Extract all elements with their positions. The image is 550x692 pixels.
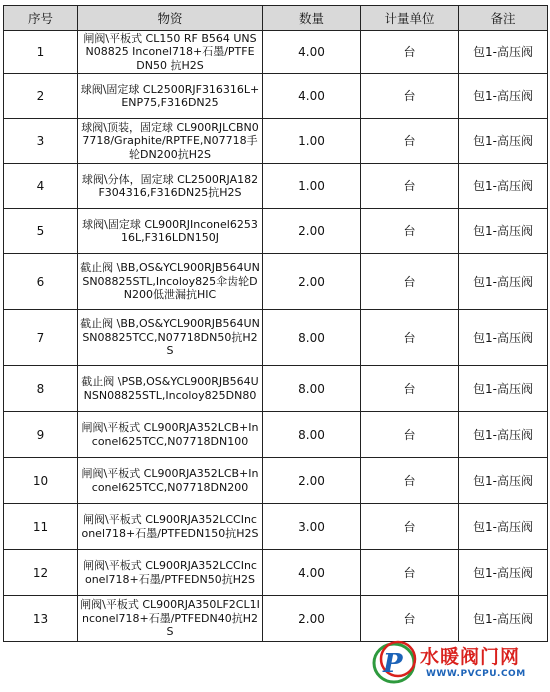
row-material-description: 闸阀\平板式 CL900RJA350LF2CL1Inconel718+石墨/PTFEDN40抗H2S bbox=[78, 596, 263, 642]
row-material-description: 闸阀\平板式 CL900RJA352LCCInconel718+石墨/PTFEDN150抗H2S bbox=[78, 504, 263, 550]
logo-letter: P bbox=[383, 649, 403, 679]
table-row bbox=[4, 119, 548, 164]
row-material-description: 闸阀\平板式 CL900RJA352LCCInconel718+石墨/PTFEDN50抗H2S bbox=[78, 550, 263, 596]
row-serial-number: 2 bbox=[4, 74, 78, 119]
row-unit: 台 bbox=[361, 550, 459, 596]
row-remarks: 包1-高压阀 bbox=[459, 458, 548, 504]
row-material-description: 截止阀 \BB,OS&YCL900RJB564UNSN08825TCC,N07718DN50抗H2S bbox=[78, 310, 263, 366]
row-serial-number: 10 bbox=[4, 458, 78, 504]
table-row bbox=[4, 412, 548, 458]
row-quantity: 2.00 bbox=[263, 209, 361, 254]
row-quantity: 8.00 bbox=[263, 310, 361, 366]
row-serial-number: 13 bbox=[4, 596, 78, 642]
row-remarks: 包1-高压阀 bbox=[459, 74, 548, 119]
row-quantity: 8.00 bbox=[263, 366, 361, 412]
row-unit: 台 bbox=[361, 504, 459, 550]
table-row bbox=[4, 458, 548, 504]
row-material-description: 闸阀\平板式 CL150 RF B564 UNS N08825 Inconel718+石墨/PTFE DN50 抗H2S bbox=[78, 31, 263, 74]
table-row bbox=[4, 550, 548, 596]
row-material-description: 球阀\固定球 CL900RJInconel625316L,F316LDN150J bbox=[78, 209, 263, 254]
row-material-description: 球阀\固定球 CL2500RJF316316L+ENP75,F316DN25 bbox=[78, 74, 263, 119]
watermark-site-name: 水暖阀门网 bbox=[420, 646, 521, 668]
row-quantity: 2.00 bbox=[263, 596, 361, 642]
row-quantity: 4.00 bbox=[263, 74, 361, 119]
row-remarks: 包1-高压阀 bbox=[459, 596, 548, 642]
row-remarks: 包1-高压阀 bbox=[459, 366, 548, 412]
row-unit: 台 bbox=[361, 366, 459, 412]
row-serial-number: 4 bbox=[4, 164, 78, 209]
table-row bbox=[4, 596, 548, 642]
table-row bbox=[4, 366, 548, 412]
row-unit: 台 bbox=[361, 209, 459, 254]
row-remarks: 包1-高压阀 bbox=[459, 209, 548, 254]
row-unit: 台 bbox=[361, 310, 459, 366]
row-quantity: 2.00 bbox=[263, 458, 361, 504]
row-quantity: 3.00 bbox=[263, 504, 361, 550]
row-material-description: 闸阀\平板式 CL900RJA352LCB+Inconel625TCC,N07718DN200 bbox=[78, 458, 263, 504]
valve-materials-table bbox=[3, 5, 548, 642]
row-remarks: 包1-高压阀 bbox=[459, 31, 548, 74]
row-serial-number: 1 bbox=[4, 31, 78, 74]
row-quantity: 4.00 bbox=[263, 31, 361, 74]
row-serial-number: 5 bbox=[4, 209, 78, 254]
header-material: 物资 bbox=[78, 6, 263, 31]
site-watermark bbox=[370, 636, 550, 692]
row-quantity: 1.00 bbox=[263, 164, 361, 209]
row-remarks: 包1-高压阀 bbox=[459, 550, 548, 596]
row-unit: 台 bbox=[361, 254, 459, 310]
row-material-description: 闸阀\平板式 CL900RJA352LCB+Inconel625TCC,N07718DN100 bbox=[78, 412, 263, 458]
row-material-description: 截止阀 \BB,OS&YCL900RJB564UNSN08825STL,Incoloy825伞齿轮DN200低泄漏抗HIC bbox=[78, 254, 263, 310]
table-row bbox=[4, 209, 548, 254]
row-serial-number: 3 bbox=[4, 119, 78, 164]
row-serial-number: 6 bbox=[4, 254, 78, 310]
row-quantity: 2.00 bbox=[263, 254, 361, 310]
header-unit: 计量单位 bbox=[361, 6, 459, 31]
row-remarks: 包1-高压阀 bbox=[459, 254, 548, 310]
table-row bbox=[4, 74, 548, 119]
row-unit: 台 bbox=[361, 596, 459, 642]
row-unit: 台 bbox=[361, 164, 459, 209]
table-header-row bbox=[4, 6, 548, 31]
row-unit: 台 bbox=[361, 74, 459, 119]
header-remarks: 备注 bbox=[459, 6, 548, 31]
row-remarks: 包1-高压阀 bbox=[459, 412, 548, 458]
row-unit: 台 bbox=[361, 412, 459, 458]
row-serial-number: 9 bbox=[4, 412, 78, 458]
water-valve-logo-icon bbox=[372, 636, 418, 686]
row-quantity: 4.00 bbox=[263, 550, 361, 596]
table-row bbox=[4, 254, 548, 310]
row-unit: 台 bbox=[361, 31, 459, 74]
row-serial-number: 12 bbox=[4, 550, 78, 596]
row-quantity: 1.00 bbox=[263, 119, 361, 164]
table-row bbox=[4, 164, 548, 209]
table-row bbox=[4, 310, 548, 366]
row-serial-number: 7 bbox=[4, 310, 78, 366]
row-serial-number: 11 bbox=[4, 504, 78, 550]
header-serial-number: 序号 bbox=[4, 6, 78, 31]
row-material-description: 球阀\顶装，固定球 CL900RJLCBN07718/Graphite/RPTFE,N07718手轮DN200抗H2S bbox=[78, 119, 263, 164]
watermark-url: WWW.PVCPU.COM bbox=[426, 669, 526, 679]
table-row bbox=[4, 504, 548, 550]
row-remarks: 包1-高压阀 bbox=[459, 310, 548, 366]
header-quantity: 数量 bbox=[263, 6, 361, 31]
row-remarks: 包1-高压阀 bbox=[459, 164, 548, 209]
row-serial-number: 8 bbox=[4, 366, 78, 412]
row-material-description: 截止阀 \PSB,OS&YCL900RJB564UNSN08825STL,Incoloy825DN80 bbox=[78, 366, 263, 412]
row-remarks: 包1-高压阀 bbox=[459, 504, 548, 550]
row-unit: 台 bbox=[361, 458, 459, 504]
row-remarks: 包1-高压阀 bbox=[459, 119, 548, 164]
table-row bbox=[4, 31, 548, 74]
row-material-description: 球阀\分体，固定球 CL2500RJA182F304316,F316DN25抗H2S bbox=[78, 164, 263, 209]
row-unit: 台 bbox=[361, 119, 459, 164]
row-quantity: 8.00 bbox=[263, 412, 361, 458]
